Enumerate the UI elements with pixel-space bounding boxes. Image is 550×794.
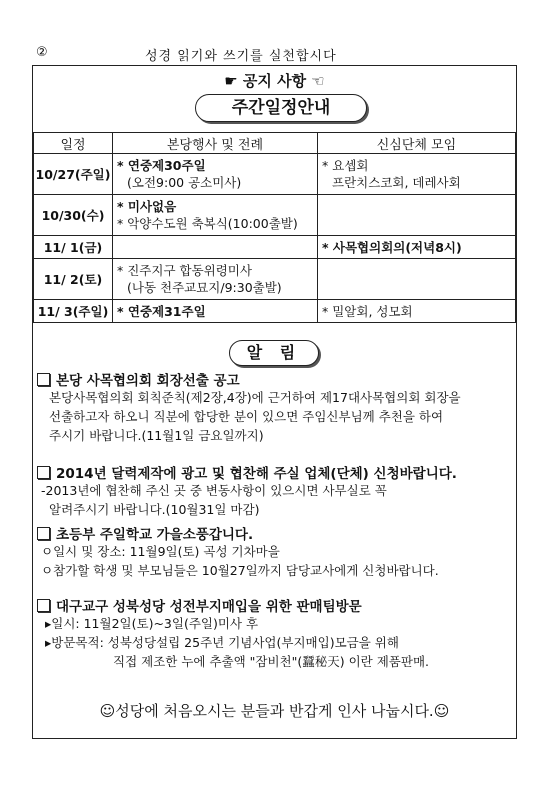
bulletin-frame (32, 65, 517, 739)
header-main-events: 본당행사 및 전례 (113, 133, 318, 154)
checkbox-bullet-icon (37, 373, 50, 386)
section-line: ㅇ참가할 학생 및 부모님들은 10월27일까지 담당교사에게 신청바랍니다. (41, 563, 439, 578)
announce-title: 알 림 (229, 340, 319, 366)
schedule-table (33, 132, 516, 323)
event-line: * 미사없음 (117, 199, 177, 214)
section-title: 2014년 달력제작에 광고 및 협찬해 주실 업체(단체) 신청바랍니다. (56, 466, 457, 482)
schedule-title: 주간일정안내 (195, 94, 367, 122)
row-group-meetings (318, 236, 516, 259)
section-line: ㅇ일시 및 장소: 11월9일(토) 곡성 기차마을 (41, 544, 280, 559)
event-line: (나동 천주교묘지/9:30출발) (127, 280, 282, 295)
event-line: * 진주지구 합동위령미사 (117, 263, 252, 278)
meeting-line: * 사목협의회의(저녁8시) (322, 239, 462, 255)
schedule-row (34, 236, 516, 259)
schedule-row (34, 154, 516, 195)
row-group-meetings (318, 300, 516, 323)
row-date: 10/27(주일) (34, 154, 113, 195)
checkbox-bullet-icon (37, 527, 50, 540)
row-date: 10/30(수) (34, 195, 113, 236)
row-main-events (113, 300, 318, 323)
notice-title: ☛ 공지 사항 ☜ (224, 72, 325, 90)
event-line: * 연중제30주일 (117, 158, 206, 173)
row-group-meetings (318, 259, 516, 300)
announcement-sales-visit (37, 596, 508, 671)
section-line: 알려주시기 바랍니다.(10월31일 마감) (49, 502, 260, 517)
closing-greeting: ☺성당에 처음오시는 분들과 반갑게 인사 나눕시다.☺ (99, 702, 450, 720)
announcement-picnic (37, 524, 508, 580)
row-date: 11/ 1(금) (34, 236, 113, 259)
schedule-header-row (34, 133, 516, 154)
announcement-election (37, 370, 508, 445)
schedule-row (34, 300, 516, 323)
row-main-events (113, 154, 318, 195)
row-group-meetings (318, 154, 516, 195)
header-date: 일정 (34, 133, 113, 154)
row-group-meetings (318, 195, 516, 236)
row-date: 11/ 2(토) (34, 259, 113, 300)
section-line: ▸일시: 11월2일(토)~3일(주일)미사 후 (45, 616, 259, 631)
section-title: 본당 사목협의회 회장선출 공고 (56, 373, 240, 389)
section-line: 주시기 바랍니다.(11월1일 금요일까지) (49, 428, 264, 443)
meeting-line: * 요셉회 (322, 158, 369, 173)
header-group-meetings: 신심단체 모임 (318, 133, 516, 154)
event-line: (오전9:00 공소미사) (127, 175, 242, 190)
section-title: 대구교구 성북성당 성전부지매입을 위한 판매팀방문 (56, 599, 362, 615)
section-line: ▸방문목적: 성북성당설립 25주년 기념사업(부지매입)모금을 위해 (45, 635, 399, 650)
event-line: * 연중제31주일 (117, 303, 206, 319)
schedule-row (34, 195, 516, 236)
section-title: 초등부 주일학교 가을소풍갑니다. (56, 527, 254, 543)
meeting-line: * 밀알회, 성모회 (322, 303, 413, 319)
section-line: 직접 제조한 누에 추출액 "잠비천"(蠶秘天) 이란 제품판매. (113, 654, 429, 669)
row-main-events (113, 259, 318, 300)
checkbox-bullet-icon (37, 599, 50, 612)
announcement-calendar (37, 463, 508, 519)
schedule-row (34, 259, 516, 300)
section-line: -2013년에 협찬해 주신 곳 중 변동사항이 있으시면 사무실로 꼭 (41, 483, 387, 498)
row-main-events (113, 195, 318, 236)
checkbox-bullet-icon (37, 466, 50, 479)
event-line: * 악양수도원 축복식(10:00출발) (117, 216, 298, 231)
meeting-line: 프란치스코회, 데레사회 (332, 175, 461, 190)
page-slogan: 성경 읽기와 쓰기를 실천합시다 (145, 49, 337, 64)
row-date: 11/ 3(주일) (34, 300, 113, 323)
row-main-events (113, 236, 318, 259)
page-number: ② (36, 45, 48, 60)
section-line: 본당사목협의회 회칙준칙(제2장,4장)에 근거하여 제17대사목협의회 회장을 (49, 390, 461, 405)
section-line: 선출하고자 하오니 직분에 합당한 분이 있으면 주임신부님께 추천을 하여 (49, 409, 444, 424)
